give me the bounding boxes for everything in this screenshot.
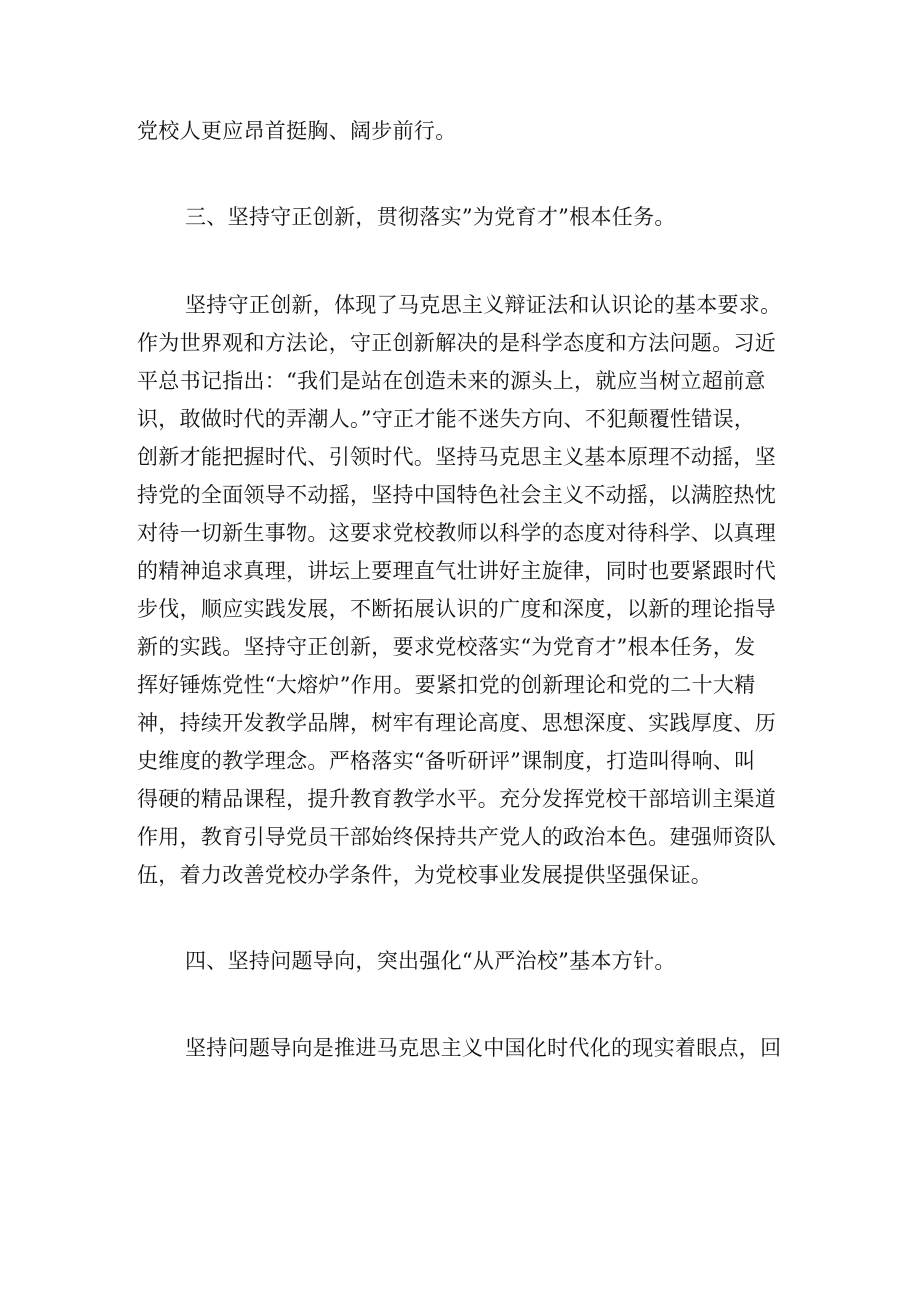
paragraph-line: 伍，着力改善党校办学条件，为党校事业发展提供坚强保证。 — [137, 863, 713, 887]
paragraph-line: 作为世界观和方法论，守正创新解决的是科学态度和方法问题。习近 — [137, 331, 776, 355]
paragraph-line: 史维度的教学理念。严格落实“备听研评”课制度，打造叫得响、叫 — [137, 749, 756, 773]
paragraph-line: 对待一切新生事物。这要求党校教师以科学的态度对待科学、以真理 — [137, 521, 776, 545]
paragraph-line: 平总书记指出：“我们是站在创造未来的源头上，就应当树立超前意 — [137, 369, 766, 393]
paragraph-line: 坚持守正创新，体现了马克思主义辩证法和认识论的基本要求。 — [185, 293, 782, 317]
section-3-heading: 三、坚持守正创新，贯彻落实”为党育才”根本任务。 — [185, 205, 676, 229]
paragraph-line: 坚持问题导向是推进马克思主义中国化时代化的现实着眼点，回 — [185, 1036, 782, 1060]
section-4-heading: 四、坚持问题导向，突出强化“从严治校”基本方针。 — [185, 949, 676, 973]
paragraph-line: 持党的全面领导不动摇，坚持中国特色社会主义不动摇，以满腔热忱 — [137, 483, 776, 507]
paragraph-line: 创新才能把握时代、引领时代。坚持马克思主义基本原理不动摇，坚 — [137, 445, 776, 469]
continuation-line: 党校人更应昂首挺胸、阔步前行。 — [137, 119, 457, 143]
paragraph-line: 挥好锤炼党性“大熔炉”作用。要紧扣党的创新理论和党的二十大精 — [137, 673, 756, 697]
paragraph-line: 步伐，顺应实践发展，不断拓展认识的广度和深度，以新的理论指导 — [137, 597, 776, 621]
paragraph-line: 的精神追求真理，讲坛上要理直气壮讲好主旋律，同时也要紧跟时代 — [137, 559, 776, 583]
paragraph-line: 得硬的精品课程，提升教育教学水平。充分发挥党校干部培训主渠道 — [137, 787, 776, 811]
paragraph-line: 作用，教育引导党员干部始终保持共产党人的政治本色。建强师资队 — [137, 825, 776, 849]
paragraph-line: 神，持续开发教学品牌，树牢有理论高度、思想深度、实践厚度、历 — [137, 711, 776, 735]
paragraph-line: 识，敢做时代的弄潮人。”守正才能不迷失方向、不犯颠覆性错误， — [137, 407, 756, 431]
paragraph-line: 新的实践。坚持守正创新，要求党校落实“为党育才”根本任务，发 — [137, 635, 756, 659]
